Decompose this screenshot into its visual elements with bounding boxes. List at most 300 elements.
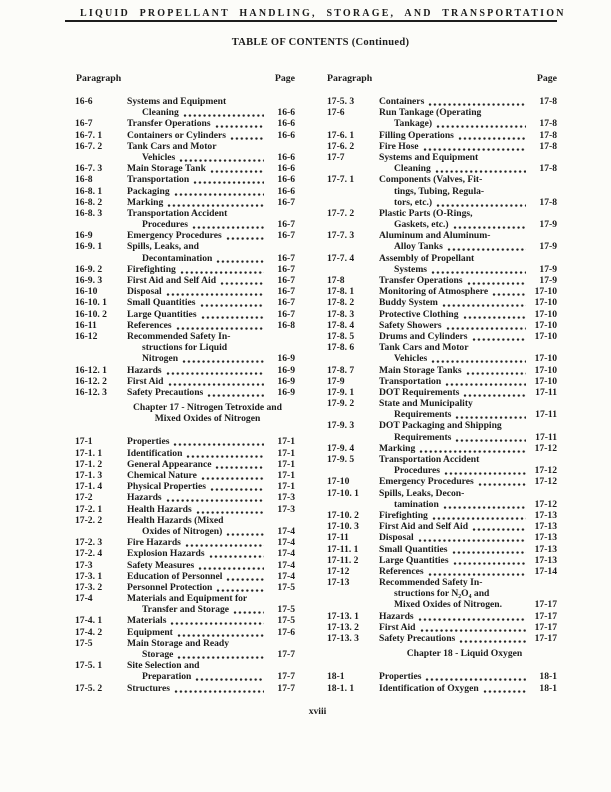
dot-leader — [418, 611, 526, 622]
entry-title: Procedures — [142, 219, 189, 231]
page-number: 16-9 — [277, 364, 295, 376]
entry-title: Transportation Accident — [127, 207, 228, 219]
toc-entry-line — [75, 253, 295, 264]
dot-leader — [215, 459, 264, 470]
dot-leader — [463, 309, 527, 320]
entry-title: Monitoring of Atmosphere — [379, 286, 489, 298]
toc-entry-line — [327, 476, 557, 487]
entry-title: Small Quantities — [379, 543, 448, 555]
page-number: 17-10 — [534, 364, 557, 376]
dot-leader — [201, 309, 264, 320]
dot-leader — [453, 555, 526, 566]
entry-title: Main Storage Tank — [127, 163, 206, 175]
paragraph-number: 17-7. 1 — [327, 174, 355, 186]
column-header-paragraph: Paragraph — [76, 73, 122, 84]
chapter-heading-line: Mixed Oxides of Nitrogen — [154, 413, 261, 425]
page-number: 17-10 — [534, 297, 557, 309]
entry-title: Equipment — [127, 626, 173, 638]
header-rule — [65, 20, 557, 22]
entry-title: structions for Liquid — [142, 342, 228, 354]
dot-leader — [447, 241, 526, 252]
toc-entry-line — [327, 331, 557, 342]
toc-entry-line — [75, 275, 295, 286]
page-number: 17-11 — [535, 431, 557, 443]
entry-title: Identification — [127, 447, 183, 459]
entry-title: Hazards — [127, 364, 162, 376]
page-folio: xviii — [308, 706, 327, 717]
toc-entry-line — [75, 593, 295, 604]
page-number: 17-7 — [277, 649, 295, 661]
entry-title: Preparation — [142, 671, 192, 683]
paragraph-number: 17-7 — [327, 151, 345, 163]
paragraph-number: 16-9 — [75, 230, 93, 242]
dot-leader — [418, 532, 526, 543]
dot-leader — [230, 130, 264, 141]
paragraph-number: 17-1. 4 — [75, 481, 103, 493]
page-number: 16-7 — [277, 308, 295, 320]
toc-entry-line — [327, 398, 557, 409]
page-number: 17-13 — [534, 554, 557, 566]
page-number: 17-1 — [277, 436, 295, 448]
dot-leader — [220, 275, 264, 286]
toc-entry-line — [75, 96, 295, 107]
toc-entry-line — [327, 683, 557, 694]
entry-title: Transfer Operations — [379, 275, 463, 286]
page-number: 16-7 — [277, 252, 295, 264]
paragraph-number: 17-5. 3 — [327, 96, 355, 107]
page-number: 17-5 — [277, 581, 295, 593]
paragraph-number: 17-8 — [327, 275, 345, 286]
entry-title: Procedures — [394, 465, 441, 477]
page-number: 17-9 — [539, 275, 557, 286]
toc-entry-line — [327, 275, 557, 286]
entry-title: tamination — [394, 498, 439, 510]
dot-leader — [428, 566, 526, 577]
toc-entry-line — [327, 186, 557, 197]
paragraph-number: 17-13. 3 — [327, 633, 359, 644]
entry-title: Recommended Safety In- — [127, 330, 231, 342]
entry-title: Containers — [379, 96, 425, 107]
toc-entry-line — [75, 459, 295, 470]
paragraph-number: 17-10. 1 — [327, 487, 359, 499]
page-number: 17-14 — [534, 565, 557, 577]
paragraph-number: 17-6. 2 — [327, 140, 355, 152]
entry-title: References — [379, 565, 424, 577]
column-header-left — [76, 73, 295, 84]
entry-title: structions for N₂O₄ and — [394, 588, 490, 600]
paragraph-number: 17-8. 4 — [327, 319, 355, 331]
toc-entry-line — [327, 320, 557, 331]
entry-title: Requirements — [394, 409, 452, 421]
paragraph-number: 17-5. 1 — [75, 660, 103, 672]
page-number: 16-7 — [277, 196, 295, 208]
page-number: 17-7 — [277, 671, 295, 683]
entry-title: First Aid and Self Aid — [379, 521, 469, 533]
paragraph-number: 17-7. 4 — [327, 252, 355, 264]
paragraph-number: 16-8. 2 — [75, 196, 103, 208]
paragraph-number: 17-3 — [75, 559, 93, 571]
column-header-paragraph: Paragraph — [327, 73, 373, 84]
paragraph-number: 16-6 — [75, 96, 93, 107]
toc-entry-line — [75, 365, 295, 376]
entry-title: Emergency Procedures — [127, 230, 222, 242]
toc-entry-line — [75, 683, 295, 694]
toc-entry-line — [327, 219, 557, 230]
entry-title: tors, etc.) — [394, 196, 433, 208]
paragraph-number: 17-9. 5 — [327, 454, 355, 465]
entry-title: Education of Personnel — [127, 570, 223, 582]
entry-title: Cleaning — [142, 107, 179, 119]
dot-leader — [478, 476, 526, 487]
toc-entry-line — [75, 331, 295, 342]
toc-entry-line — [327, 376, 557, 387]
paragraph-number: 16-12 — [75, 330, 98, 342]
toc-entry-line — [75, 186, 295, 197]
paragraph-number: 17-6 — [327, 107, 345, 119]
page-number: 17-4 — [277, 570, 295, 582]
paragraph-number: 17-1. 1 — [75, 447, 103, 459]
entry-title: Main Storage Tanks — [379, 364, 462, 376]
entry-title: DOT Requirements — [379, 386, 460, 398]
entry-title: Physical Properties — [127, 481, 206, 493]
entry-title: Transportation Accident — [379, 454, 480, 465]
entry-title: Disposal — [379, 532, 414, 544]
page-number: 17-8 — [539, 140, 557, 152]
entry-title: Large Quantities — [127, 308, 197, 320]
entry-title: Safety Measures — [127, 559, 195, 571]
paragraph-number: 17-1 — [75, 436, 93, 448]
paragraph-number: 17-11. 2 — [327, 554, 359, 566]
dot-leader — [183, 107, 264, 118]
entry-title: Materials — [127, 615, 167, 627]
toc-entry-line — [75, 504, 295, 515]
entry-title: Firefighting — [379, 509, 428, 521]
toc-entry-line — [75, 492, 295, 503]
toc-entry-line — [327, 671, 557, 682]
entry-title: Transportation — [127, 174, 190, 186]
page-number: 17-10 — [534, 308, 557, 320]
entry-title: Spills, Leaks, and — [127, 241, 199, 253]
toc-entry-line — [327, 152, 557, 163]
dot-leader — [446, 320, 526, 331]
entry-title: Personnel Protection — [127, 581, 213, 593]
entry-title: Disposal — [127, 286, 162, 298]
dot-leader — [483, 683, 526, 694]
paragraph-number: 17-11 — [327, 532, 349, 544]
paragraph-number: 17-6. 1 — [327, 129, 355, 141]
page-number: 17-13 — [534, 509, 557, 521]
toc-entry-line — [327, 286, 557, 297]
dot-leader — [210, 481, 264, 492]
toc-entry-line — [327, 197, 557, 208]
page-number: 17-13 — [534, 532, 557, 544]
toc-entry-line — [327, 588, 557, 599]
paragraph-number: 17-2. 2 — [75, 514, 103, 526]
dot-leader — [436, 197, 526, 208]
toc-entry-line — [75, 208, 295, 219]
page-number: 17-1 — [277, 447, 295, 459]
dot-leader — [445, 376, 526, 387]
page-number: 17-17 — [534, 599, 557, 611]
paragraph-number: 17-10. 3 — [327, 521, 359, 533]
paragraph-number: 16-7 — [75, 118, 93, 130]
dot-leader — [506, 599, 526, 610]
paragraph-number: 17-4 — [75, 593, 93, 605]
dot-leader — [192, 219, 264, 230]
toc-entry-line — [75, 571, 295, 582]
toc-entry-line — [75, 448, 295, 459]
entry-title: Requirements — [394, 431, 452, 443]
page-number: 17-17 — [534, 621, 557, 633]
entry-title: State and Municipality — [379, 398, 473, 410]
entry-title: Components (Valves, Fit- — [379, 174, 483, 186]
paragraph-number: 17-4. 1 — [75, 615, 103, 627]
dot-leader — [472, 331, 527, 342]
dot-leader — [455, 432, 526, 443]
page-number: 16-7 — [277, 275, 295, 286]
paragraph-number: 17-13. 2 — [327, 621, 359, 633]
paragraph-number: 17-13 — [327, 577, 350, 589]
entry-title: General Appearance — [127, 458, 212, 470]
paragraph-number: 16-9. 3 — [75, 275, 103, 286]
toc-entry-line — [327, 409, 557, 420]
toc-entry-line — [327, 499, 557, 510]
dot-leader — [419, 443, 526, 454]
paragraph-number: 17-4. 2 — [75, 626, 103, 638]
entry-title: Storage — [142, 649, 174, 661]
page-number: 17-8 — [539, 129, 557, 141]
entry-title: Marking — [379, 442, 416, 454]
paragraph-number: 17-8. 1 — [327, 286, 355, 298]
toc-entry-line — [327, 387, 557, 398]
toc-entry-line — [327, 633, 557, 644]
paragraph-number: 17-7. 2 — [327, 207, 355, 219]
page-number: 17-13 — [534, 543, 557, 555]
dot-leader — [432, 510, 526, 521]
page-number: 17-9 — [539, 219, 557, 231]
page-number: 16-7 — [277, 263, 295, 275]
entry-title: Spills, Leaks, Decon- — [379, 487, 465, 499]
dot-leader — [458, 130, 526, 141]
page-number: 16-6 — [277, 151, 295, 163]
toc-entry-line — [75, 309, 295, 320]
paragraph-number: 17-2. 4 — [75, 548, 103, 560]
toc-entry-line — [327, 297, 557, 308]
toc-entry-line — [327, 622, 557, 633]
entry-title: Systems and Equipment — [127, 96, 227, 107]
page-number: 16-7 — [277, 230, 295, 242]
paragraph-number: 16-9. 1 — [75, 241, 103, 253]
toc-entry-line — [327, 353, 557, 364]
entry-title: Safety Precautions — [379, 633, 456, 644]
entry-title: Transfer and Storage — [142, 604, 230, 616]
paragraph-number: 17-10 — [327, 476, 350, 488]
toc-entry-line — [327, 96, 557, 107]
dot-leader — [423, 141, 526, 152]
toc-entry-line — [75, 548, 295, 559]
dot-leader — [182, 353, 264, 364]
dot-leader — [193, 174, 264, 185]
paragraph-number: 16-7. 1 — [75, 129, 103, 141]
toc-entry-line — [327, 342, 557, 353]
running-header: LIQUID PROPELLANT HANDLING, STORAGE, AND TRANSPORTATION — [80, 8, 566, 19]
toc-entry-line — [327, 141, 557, 152]
dot-leader — [180, 264, 264, 275]
page-number: 18-1 — [539, 682, 557, 694]
page-number: 17-4 — [277, 559, 295, 571]
toc-entry-line — [75, 627, 295, 638]
toc-entry-line — [327, 465, 557, 476]
page-number: 16-9 — [277, 386, 295, 398]
entry-title: Buddy System — [379, 297, 438, 309]
page-number: 16-6 — [277, 129, 295, 141]
page-number: 17-8 — [539, 196, 557, 208]
entry-title: First Aid — [127, 375, 164, 387]
page-number: 16-7 — [277, 219, 295, 231]
dot-leader — [196, 504, 264, 515]
toc-entry-line — [327, 208, 557, 219]
entry-title: Systems — [394, 263, 428, 275]
page-number: 17-10 — [534, 319, 557, 331]
dot-leader — [463, 387, 526, 398]
page-number: 16-9 — [277, 375, 295, 387]
dot-leader — [166, 286, 264, 297]
dot-leader — [226, 230, 264, 241]
dot-leader — [435, 163, 526, 174]
paragraph-number: 17-8. 5 — [327, 330, 355, 342]
dot-leader — [177, 627, 264, 638]
entry-title: Oxides of Nitrogen) — [142, 525, 223, 537]
paragraph-number: 16-12. 2 — [75, 375, 107, 387]
toc-entry-line — [75, 152, 295, 163]
dot-leader — [201, 470, 264, 481]
entry-title: Site Selection and — [127, 660, 200, 672]
dot-leader — [177, 649, 264, 660]
entry-title: Mixed Oxides of Nitrogen. — [394, 599, 503, 611]
dot-leader — [420, 622, 526, 633]
dot-leader — [492, 286, 526, 297]
entry-title: References — [127, 319, 172, 331]
toc-entry-line — [75, 163, 295, 174]
dot-leader — [455, 409, 526, 420]
entry-title: Aluminum and Aluminum- — [379, 230, 491, 242]
chapter-heading-line: Chapter 18 - Liquid Oxygen — [406, 648, 523, 660]
toc-entry-line — [75, 537, 295, 548]
entry-title: Containers or Cylinders — [127, 129, 226, 141]
dot-leader — [216, 582, 264, 593]
entry-title: Packaging — [127, 185, 170, 197]
entry-title: Emergency Procedures — [379, 476, 474, 488]
dot-leader — [195, 671, 264, 682]
toc-entry-line — [327, 420, 557, 431]
paragraph-number: 17-2. 3 — [75, 537, 103, 549]
toc-entry-line — [75, 436, 295, 447]
toc-entry-line — [75, 526, 295, 537]
entry-title: Tankage) — [394, 118, 433, 130]
entry-title: Hazards — [127, 492, 162, 504]
paragraph-number: 16-7. 3 — [75, 163, 103, 175]
page-number: 17-13 — [534, 521, 557, 533]
page-number: 16-6 — [277, 174, 295, 186]
toc-entry-line — [75, 118, 295, 129]
toc-entry-line — [327, 130, 557, 141]
toc-title: TABLE OF CONTENTS (Continued) — [231, 37, 410, 48]
dot-leader — [425, 671, 526, 682]
page-number: 16-7 — [277, 297, 295, 309]
toc-entry-line — [75, 241, 295, 252]
toc-entry-line — [327, 488, 557, 499]
dot-leader — [209, 548, 264, 559]
toc-entry-line — [75, 353, 295, 364]
paragraph-number: 17-5. 2 — [75, 682, 103, 694]
page-number: 16-7 — [277, 286, 295, 298]
dot-leader — [472, 521, 526, 532]
page-number: 17-4 — [277, 525, 295, 537]
toc-entry-line — [75, 387, 295, 398]
dot-leader — [200, 297, 265, 308]
toc-column-left — [75, 96, 295, 694]
dot-leader — [174, 683, 264, 694]
toc-entry-line — [75, 638, 295, 649]
paragraph-number: 17-9. 4 — [327, 442, 355, 454]
page-number: 17-12 — [534, 442, 557, 454]
dot-leader — [168, 376, 264, 387]
entry-title: Vehicles — [394, 353, 428, 365]
page-number: 17-11 — [535, 409, 557, 421]
toc-entry-line — [75, 174, 295, 185]
page-number: 17-12 — [534, 476, 557, 488]
entry-title: Drums and Cylinders — [379, 330, 468, 342]
paragraph-number: 17-12 — [327, 565, 350, 577]
page-number: 17-10 — [534, 353, 557, 365]
page-number: 17-3 — [277, 503, 295, 515]
toc-entry-line — [327, 611, 557, 622]
paragraph-number: 16-8 — [75, 174, 93, 186]
dot-leader — [170, 615, 264, 626]
entry-title: Fire Hazards — [127, 537, 181, 549]
dot-leader — [436, 118, 526, 129]
paragraph-number: 17-8. 7 — [327, 364, 355, 376]
column-header-right — [327, 73, 557, 84]
page-number: 17-10 — [534, 375, 557, 387]
paragraph-number: 17-9. 1 — [327, 386, 355, 398]
chapter-heading — [372, 648, 557, 659]
toc-entry-line — [75, 320, 295, 331]
dot-leader — [428, 96, 526, 107]
toc-entry-line — [327, 107, 557, 118]
entry-title: Vehicles — [142, 151, 176, 163]
toc-entry-line — [327, 230, 557, 241]
paragraph-number: 17-9. 2 — [327, 398, 355, 410]
entry-title: tings, Tubing, Regula- — [394, 185, 485, 197]
entry-title: Tank Cars and Motor — [127, 140, 217, 152]
entry-title: First Aid — [379, 621, 416, 633]
dot-leader — [431, 264, 526, 275]
paragraph-number: 17-1. 3 — [75, 470, 103, 482]
dot-leader — [431, 353, 526, 364]
dot-leader — [186, 448, 264, 459]
dot-leader — [173, 436, 264, 447]
paragraph-number: 17-8. 2 — [327, 297, 355, 309]
dot-leader — [452, 544, 527, 555]
paragraph-number: 16-8. 3 — [75, 207, 103, 219]
entry-title: Protective Clothing — [379, 308, 459, 320]
entry-title: Identification of Oxygen — [379, 682, 479, 694]
entry-title: Filling Operations — [379, 129, 454, 141]
toc-entry-line — [75, 615, 295, 626]
toc-entry-line — [327, 599, 557, 610]
dot-leader — [215, 118, 264, 129]
